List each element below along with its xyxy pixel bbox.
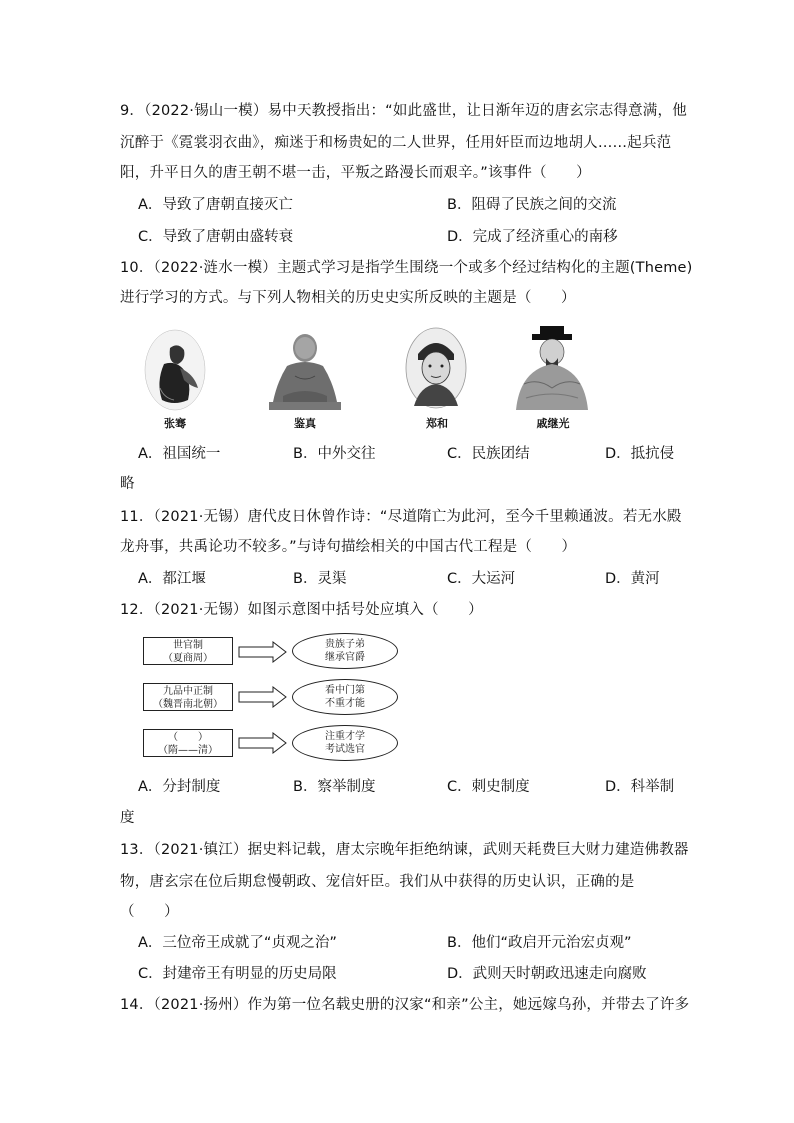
- zhang-qian-portrait: [140, 328, 210, 412]
- q10-option-d-wrap: 略: [120, 476, 135, 492]
- q9-option-b[interactable]: B．阻碍了民族之间的交流: [447, 197, 617, 213]
- q11-option-d[interactable]: D．黄河: [605, 571, 660, 587]
- q14-stem-line1: 14．（2021·扬州）作为第一位名载史册的汉家“和亲”公主，她远嫁乌孙，并带去了许多: [120, 997, 690, 1013]
- diagram-oval-3: [292, 725, 398, 761]
- q13-stem-line3: （ ）: [120, 904, 179, 920]
- jian-zhen-statue: [265, 326, 345, 412]
- q11-option-c[interactable]: C．大运河: [447, 571, 516, 587]
- figure-caption-jian-zhen: 鉴真: [294, 417, 316, 430]
- diagram-box-3-period: （隋——清）: [158, 745, 218, 756]
- q9-option-d[interactable]: D．完成了经济重心的南移: [447, 229, 618, 245]
- diagram-box-1: [143, 637, 233, 665]
- q10-stem-line1: 10．（2022·涟水一模）主题式学习是指学生围绕一个或多个经过结构化的主题(Theme): [120, 260, 693, 276]
- q10-option-a[interactable]: A．祖国统一: [138, 446, 221, 462]
- q10-option-d[interactable]: D．抵抗侵: [605, 446, 675, 462]
- q11-stem-line1: 11．（2021·无锡）唐代皮日休曾作诗：“尽道隋亡为此河，至今千里赖通波。若无水殿: [120, 509, 682, 525]
- q13-option-d[interactable]: D．武则天时朝政迅速走向腐败: [447, 966, 647, 982]
- q13-option-c[interactable]: C．封建帝王有明显的历史局限: [138, 966, 337, 982]
- q13-option-a[interactable]: A．三位帝王成就了“贞观之治”: [138, 935, 337, 951]
- diagram-box-1-period: （夏商周）: [163, 653, 213, 664]
- diagram-arrow-3: [238, 732, 288, 754]
- diagram-oval-3-line1: 注重才学: [325, 731, 365, 742]
- diagram-box-3: [143, 729, 233, 757]
- zheng-he-portrait: [404, 326, 468, 410]
- q12-option-b[interactable]: B．察举制度: [293, 779, 376, 795]
- q11-option-a[interactable]: A．都江堰: [138, 571, 206, 587]
- q11-stem-line2: 龙舟事，共禹论功不较多。”与诗句描绘相关的中国古代工程是（ ）: [120, 539, 577, 555]
- q12-option-d[interactable]: D．科举制: [605, 779, 675, 795]
- diagram-oval-1-line1: 贵族子弟: [325, 639, 365, 650]
- q12-option-d-wrap: 度: [120, 810, 135, 826]
- diagram-oval-2-line2: 不重才能: [325, 698, 365, 709]
- q10-option-c[interactable]: C．民族团结: [447, 446, 530, 462]
- diagram-box-2-title: 九品中正制: [163, 686, 213, 697]
- diagram-box-1-title: 世官制: [173, 640, 203, 651]
- q9-stem-line1: 9．（2022·锡山一模）易中天教授指出：“如此盛世，让日渐年迈的唐玄宗志得意满，他: [120, 103, 687, 119]
- diagram-oval-1: [292, 633, 398, 669]
- q13-stem-line2: 物，唐玄宗在位后期怠慢朝政、宠信奸臣。我们从中获得的历史认识，正确的是: [120, 874, 635, 890]
- diagram-oval-2-line1: 看中门第: [325, 685, 365, 696]
- q9-stem-line3: 阳，升平日久的唐王朝不堪一击，平叛之路漫长而艰辛。”该事件（ ）: [120, 165, 591, 181]
- figure-caption-qi-jiguang: 戚继光: [536, 417, 570, 430]
- diagram-oval-3-line2: 考试选官: [325, 744, 365, 755]
- diagram-arrow-1: [238, 641, 288, 663]
- figure-caption-zheng-he: 郑和: [426, 417, 448, 430]
- diagram-arrow-2: [238, 686, 288, 708]
- qi-jiguang-portrait: [510, 324, 594, 412]
- q9-stem-line2: 沉醉于《霓裳羽衣曲》，痴迷于和杨贵妃的二人世界，任用奸臣而边地胡人……起兵范: [120, 135, 672, 151]
- q13-stem-line1: 13．（2021·镇江）据史料记载，唐太宗晚年拒绝纳谏，武则天耗费巨大财力建造佛教器: [120, 842, 689, 858]
- diagram-box-2: [143, 683, 233, 711]
- diagram-box-3-title: （ ）: [168, 732, 208, 743]
- q10-stem-line2: 进行学习的方式。与下列人物相关的历史史实所反映的主题是（ ）: [120, 290, 576, 306]
- q12-stem-line1: 12．（2021·无锡）如图示意图中括号处应填入（ ）: [120, 602, 483, 618]
- figure-caption-zhang-qian: 张骞: [164, 417, 186, 430]
- q9-option-a[interactable]: A．导致了唐朝直接灭亡: [138, 197, 293, 213]
- diagram-oval-2: [292, 679, 398, 715]
- q11-option-b[interactable]: B．灵渠: [293, 571, 347, 587]
- q12-option-c[interactable]: C．刺史制度: [447, 779, 530, 795]
- q9-option-c[interactable]: C．导致了唐朝由盛转衰: [138, 229, 294, 245]
- q12-option-a[interactable]: A．分封制度: [138, 779, 221, 795]
- diagram-oval-1-line2: 继承官爵: [325, 652, 365, 663]
- diagram-box-2-period: （魏晋南北朝）: [153, 699, 223, 710]
- q13-option-b[interactable]: B．他们“政启开元治宏贞观”: [447, 935, 632, 951]
- q10-option-b[interactable]: B．中外交往: [293, 446, 376, 462]
